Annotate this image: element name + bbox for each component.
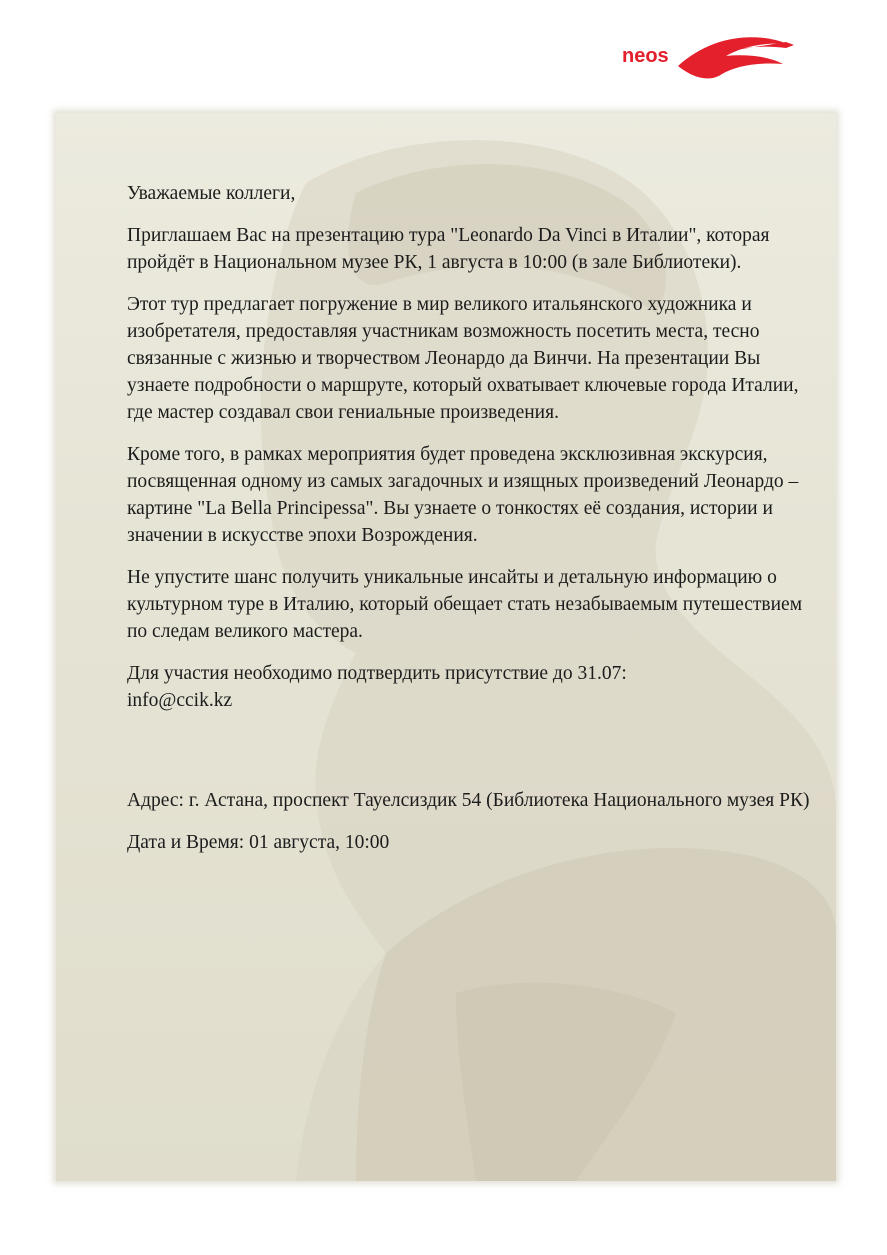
neos-bird-logo-icon	[618, 36, 794, 84]
paragraph-tour-description: Этот тур предлагает погружение в мир великого итальянского художника и изобретателя, предоставляя участникам возможность посетить места, тесно связанные с жизнью и творчеством Леонардо да Винчи. На презентации Вы узнаете подробности о маршруте, который охватывает ключевые города Италии, где мастер создавал свои гениальные произведения.	[127, 294, 799, 423]
rsvp-email[interactable]: info@ccik.kz	[127, 690, 233, 711]
letter-body	[127, 180, 827, 871]
rsvp-text: Для участия необходимо подтвердить присутствие до 31.07:	[127, 663, 627, 684]
spacer	[127, 729, 827, 787]
greeting: Уважаемые коллеги,	[127, 183, 296, 204]
rsvp	[127, 660, 827, 714]
address: Адрес: г. Астана, проспект Тауелсиздик 54 (Библиотека Национального музея РК)	[127, 790, 810, 811]
date-time: Дата и Время: 01 августа, 10:00	[127, 832, 390, 853]
neos-logo	[618, 36, 794, 84]
paragraph-call-to-action: Не упустите шанс получить уникальные инсайты и детальную информацию о культурном туре в Италию, который обещает стать незабываемым путешествием по следам великого мастера.	[127, 567, 803, 642]
logo-text: neos	[622, 45, 669, 67]
paragraph-excursion: Кроме того, в рамках мероприятия будет проведена эксклюзивная экскурсия, посвященная одному из самых загадочных и изящных произведений Леонардо – картине "La Bella Principessa". Вы узнаете о тонкостях её создания, истории и значении в искусстве эпохи Возрождения.	[127, 444, 799, 546]
paragraph-invitation: Приглашаем Вас на презентацию тура "Leonardo Da Vinci в Италии", которая пройдёт в Национальном музее РК, 1 августа в 10:00 (в зале Библиотеки).	[127, 225, 770, 273]
